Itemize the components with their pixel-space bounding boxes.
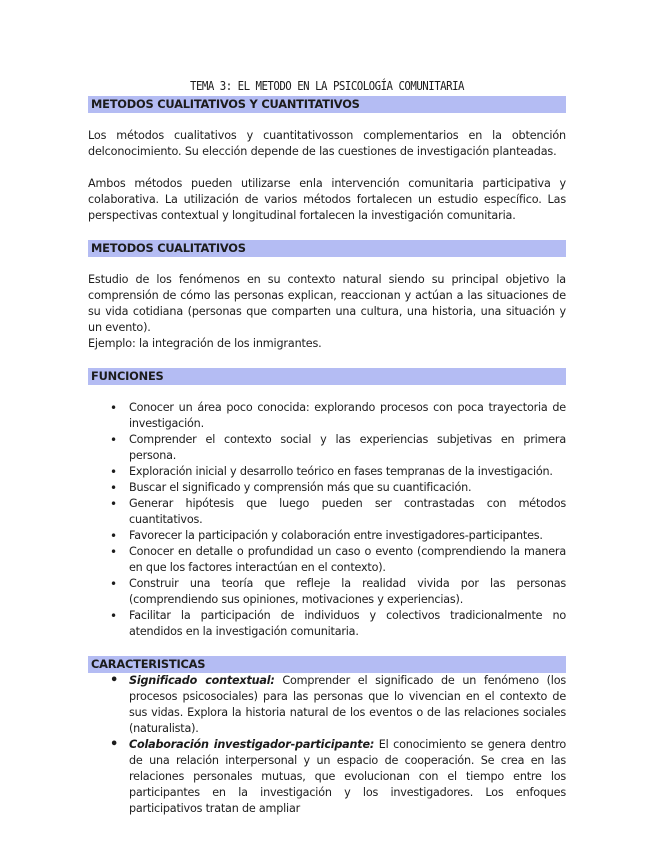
list-item: • Conocer en detalle o profundidad un caso o evento (comprendiendo la manera en que los factores interactúan en el contexto). bbox=[88, 544, 566, 576]
list-item: • Facilitar la participación de individuos y colectivos tradicionalmente no atendidos en la investigación comunitaria. bbox=[88, 608, 566, 640]
document-page bbox=[88, 76, 566, 817]
paragraph: Los métodos cualitativos y cuantitativosson complementarios en la obtención delconocimiento. Su elección depende de las cuestiones de investigación planteadas. bbox=[88, 129, 566, 158]
document-title: TEMA 3: EL METODO EN LA PSICOLOGÍA COMUNITARIA bbox=[190, 78, 464, 93]
paragraph: Ejemplo: la integración de los inmigrantes. bbox=[88, 337, 322, 350]
caracteristicas-list bbox=[88, 673, 566, 817]
list-item bbox=[88, 737, 566, 817]
list-item: • Construir una teoría que refleje la realidad vivida por las personas (comprendiendo sus opiniones, motivaciones y experiencias). bbox=[88, 576, 566, 608]
term-text: El conocimiento se genera dentro de una relación interpersonal y un espacio de cooperación. Se crea en las relaciones personales mutuas, que evolucionan con el tiempo entre los participantes en la investigación y los investigadores. Los enfoques participativos tratan de ampliar bbox=[129, 738, 567, 815]
term-label: Significado contextual: bbox=[129, 674, 275, 687]
list-item: • Comprender el contexto social y las experiencias subjetivas en primera persona. bbox=[88, 432, 566, 464]
list-item: • Conocer un área poco conocida: explorando procesos con poca trayectoria de investigación. bbox=[88, 400, 566, 432]
term-label: Colaboración investigador-participante: bbox=[129, 738, 375, 751]
list-item: • Exploración inicial y desarrollo teórico en fases tempranas de la investigación. bbox=[88, 464, 566, 480]
paragraph: Estudio de los fenómenos en su contexto natural siendo su principal objetivo la comprensión de cómo las personas explican, reaccionan y actúan a las situaciones de su vida cotidiana (personas que comparten una cultura, una historia, una situación y un evento). bbox=[88, 273, 566, 334]
list-item: • Favorecer la participación y colaboración entre investigadores-participantes. bbox=[88, 528, 566, 544]
list-item bbox=[88, 673, 566, 737]
funciones-list bbox=[88, 400, 566, 640]
term-text: Comprender el significado de un fenómeno (los procesos psicosociales) para las personas que lo vivencian en el contexto de sus vidas. Explora la historia natural de los eventos o de las relaciones sociales (naturalista). bbox=[129, 674, 566, 735]
section-heading-caracteristicas: CARACTERISTICAS bbox=[88, 656, 566, 673]
section-heading-metodos: METODOS CUALITATIVOS Y CUANTITATIVOS bbox=[88, 96, 566, 113]
paragraph: Ambos métodos pueden utilizarse enla intervención comunitaria participativa y colaborativa. La utilización de varios métodos fortalecen un estudio específico. Las perspectivas contextual y longitudinal fortalecen la investigación comunitaria. bbox=[88, 177, 566, 222]
list-item: • Generar hipótesis que luego pueden ser contrastadas con métodos cuantitativos. bbox=[88, 496, 566, 528]
list-item: • Buscar el significado y comprensión más que su cuantificación. bbox=[88, 480, 566, 496]
section-heading-funciones: FUNCIONES bbox=[88, 368, 566, 385]
section-heading-cualitativos: METODOS CUALITATIVOS bbox=[88, 240, 566, 257]
